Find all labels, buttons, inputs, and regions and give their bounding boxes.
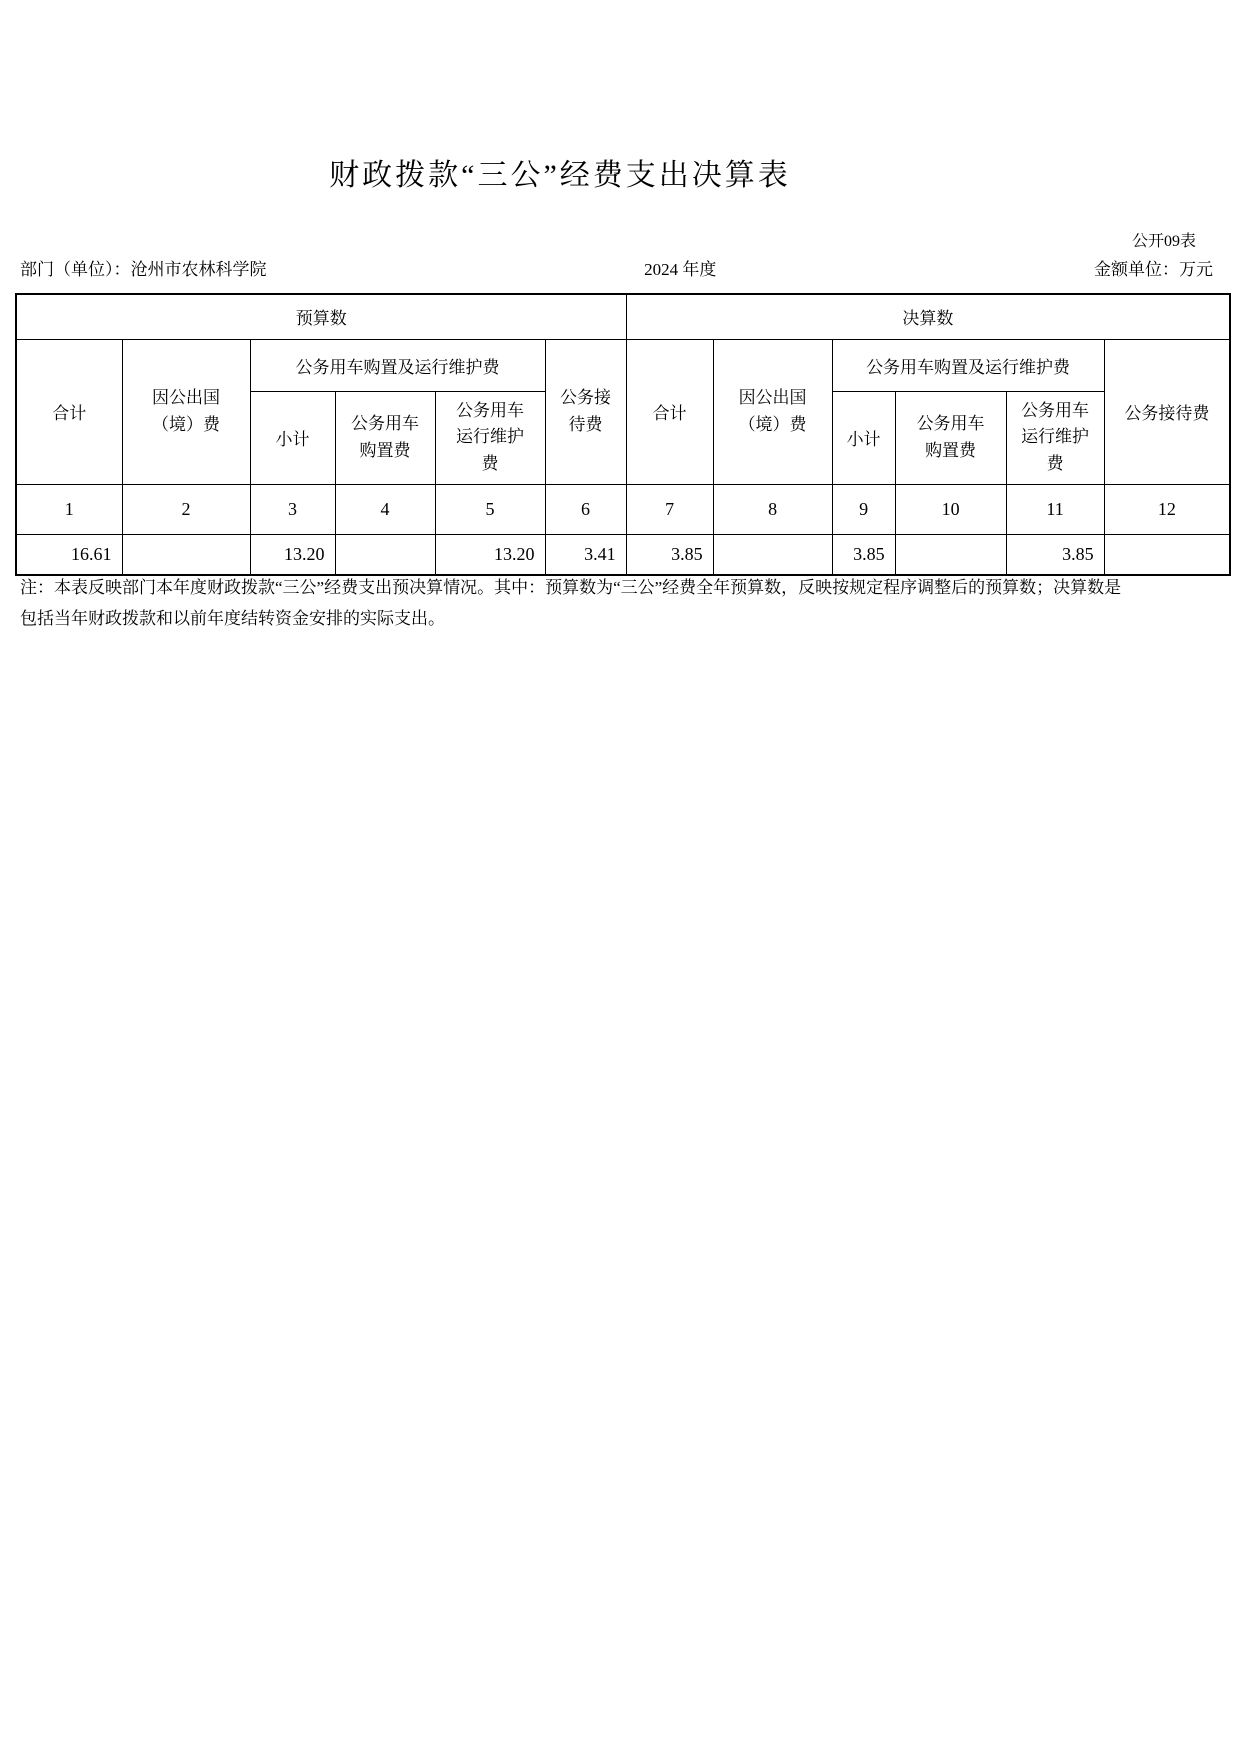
header-budget-vehicle-group: 公务用车购置及运行维护费 bbox=[250, 339, 545, 391]
value-final-total: 3.85 bbox=[626, 534, 713, 575]
page-title: 财政拨款“三公”经费支出决算表 bbox=[329, 159, 791, 192]
value-budget-abroad bbox=[122, 534, 250, 575]
value-final-purchase bbox=[895, 534, 1006, 575]
value-budget-subtotal: 13.20 bbox=[250, 534, 335, 575]
header-final-purchase-line2: 购置费 bbox=[925, 440, 977, 460]
column-number-row bbox=[16, 484, 1230, 534]
value-final-abroad bbox=[713, 534, 832, 575]
header-final-subtotal: 小计 bbox=[832, 391, 895, 484]
header-budget-purchase bbox=[335, 391, 435, 484]
header-budget-maintenance-line3: 费 bbox=[481, 453, 499, 473]
col-number-5: 5 bbox=[435, 484, 545, 534]
col-number-7: 7 bbox=[626, 484, 713, 534]
col-number-6: 6 bbox=[545, 484, 626, 534]
data-row bbox=[16, 534, 1230, 575]
header-final-vehicle-group: 公务用车购置及运行维护费 bbox=[832, 339, 1104, 391]
header-final-maintenance-line1: 公务用车 bbox=[1021, 400, 1090, 420]
group-header-row bbox=[16, 294, 1230, 339]
col-number-11: 11 bbox=[1006, 484, 1104, 534]
three-public-expense-table bbox=[15, 293, 1231, 576]
value-final-maintenance: 3.85 bbox=[1006, 534, 1104, 575]
header-budget-maintenance-line1: 公务用车 bbox=[456, 400, 524, 420]
value-budget-maintenance: 13.20 bbox=[435, 534, 545, 575]
header-budget-abroad bbox=[122, 339, 250, 484]
header-budget-total: 合计 bbox=[16, 339, 122, 484]
header-final-abroad bbox=[713, 339, 832, 484]
header-budget-reception-line2: 待费 bbox=[568, 414, 603, 434]
header-budget-maintenance bbox=[435, 391, 545, 484]
col-number-9: 9 bbox=[832, 484, 895, 534]
table-note: 注：本表反映部门本年度财政拨款“三公”经费支出预决算情况。其中：预算数为“三公”经费全年预算数，反映按规定程序调整后的预算数；决算数是包括当年财政拨款和以前年度结转资金安排的实际支出。 bbox=[20, 578, 1122, 628]
header-budget-abroad-line2: （境）费 bbox=[152, 414, 220, 434]
header-final-total: 合计 bbox=[626, 339, 713, 484]
header-budget-maintenance-line2: 运行维护 bbox=[456, 427, 524, 447]
year-label: 2024 年度 bbox=[644, 260, 717, 279]
header-budget-reception-line1: 公务接 bbox=[560, 388, 612, 408]
col-number-1: 1 bbox=[16, 484, 122, 534]
unit-label: 金额单位：万元 bbox=[1094, 260, 1213, 279]
header-final-reception: 公务接待费 bbox=[1104, 339, 1230, 484]
col-number-12: 12 bbox=[1104, 484, 1230, 534]
header-budget-reception bbox=[545, 339, 626, 484]
header-final-maintenance-line3: 费 bbox=[1046, 453, 1064, 473]
value-budget-reception: 3.41 bbox=[545, 534, 626, 575]
header-final-maintenance bbox=[1006, 391, 1104, 484]
header-budget-purchase-line1: 公务用车 bbox=[351, 414, 419, 434]
value-final-subtotal: 3.85 bbox=[832, 534, 895, 575]
col-number-8: 8 bbox=[713, 484, 832, 534]
header-budget-subtotal: 小计 bbox=[250, 391, 335, 484]
value-budget-total: 16.61 bbox=[16, 534, 122, 575]
meta-row bbox=[20, 255, 1213, 280]
col-number-3: 3 bbox=[250, 484, 335, 534]
header-final-purchase bbox=[895, 391, 1006, 484]
value-budget-purchase bbox=[335, 534, 435, 575]
header-final-abroad-line2: （境）费 bbox=[738, 414, 807, 434]
form-code-label: 公开09表 bbox=[1131, 233, 1196, 250]
col-number-2: 2 bbox=[122, 484, 250, 534]
group-header-budget: 预算数 bbox=[16, 294, 626, 339]
header-final-abroad-line1: 因公出国 bbox=[738, 388, 807, 408]
header-final-maintenance-line2: 运行维护 bbox=[1021, 427, 1090, 447]
header-row-upper bbox=[16, 339, 1230, 391]
col-number-4: 4 bbox=[335, 484, 435, 534]
group-header-final: 决算数 bbox=[626, 294, 1230, 339]
header-budget-purchase-line2: 购置费 bbox=[359, 440, 411, 460]
department-label: 部门（单位）：沧州市农林科学院 bbox=[20, 260, 267, 279]
header-final-purchase-line1: 公务用车 bbox=[916, 414, 985, 434]
header-budget-abroad-line1: 因公出国 bbox=[152, 388, 220, 408]
value-final-reception bbox=[1104, 534, 1230, 575]
col-number-10: 10 bbox=[895, 484, 1006, 534]
